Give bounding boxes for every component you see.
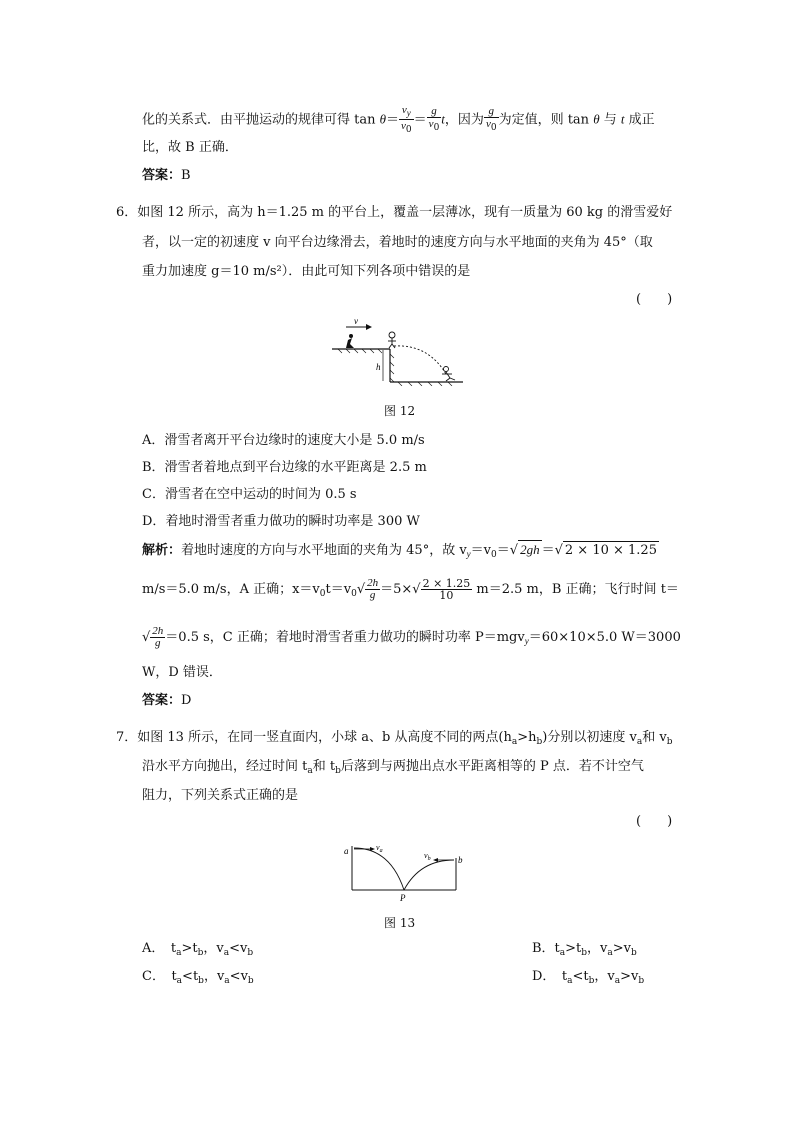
answer-line: 答案：B [142,168,191,183]
fraction: $\frac{g}{v_0}$ [428,105,440,133]
solution-line: m/s＝5.0 m/s，A 正确；$x=v_0t=v_0√$ $\frac{2h}{g}$ ＝5×√ $\frac{2 \times 1.25}{10}$ m＝2.5 m，B 正确；飞行时间 t＝ [142,577,679,602]
question-7-line-3: 阻力，下列关系式正确的是 [142,788,299,803]
answer-bracket: ( ) [636,292,673,307]
question-6-line-1: 6．如图 12 所示，高为 h＝1.25 m 的平台上，覆盖一层薄冰，现有一质量为 60 kg 的滑雪爱好 [116,205,673,220]
fig-a-label: a [344,846,349,856]
fig-v-label: v [354,316,358,326]
figure-13-caption: 图 13 [384,916,416,930]
solution-line: √ $\frac{2h}{g}$ ＝0.5 s，C 正确；着地时滑雪者重力做功的瞬时功率 P＝mgv$_y$＝60×10×5.0 W＝3000 [142,625,681,649]
figure-12-caption: 图 12 [384,404,416,418]
question-6-line-2: 者，以一定的初速度 v 向平台边缘滑去，着地时的速度方向与水平地面的夹角为 45°（取 [142,235,653,250]
fig-h-label: h [376,362,381,372]
solution-line: 解析：着地时速度的方向与水平地面的夹角为 45°，故 $v_y=v_0=√$ 2gh ＝√ 2 × 10 × 1.25 [142,542,657,560]
option-c: C．滑雪者在空中运动的时间为 0.5 s [142,487,357,502]
option-d: D．着地时滑雪者重力做功的瞬时功率是 300 W [142,514,420,529]
option-b: B．$t_a>t_b$，$v_a>v_b$ [532,941,637,958]
question-6-line-3: 重力加速度 g＝10 m/s²）．由此可知下列各项中错误的是 [142,264,471,279]
option-b: B．滑雪者着地点到平台边缘的水平距离是 2.5 m [142,460,427,475]
answer-line: 答案：D [142,693,192,708]
fig-vb-label: $v_b$ [424,851,431,862]
question-7-line-2: 沿水平方向抛出，经过时间 $t_a$和 $t_b$后落到与两抛出点水平距离相等的 P 点．若不计空气 [142,759,644,776]
solution-line: 比，故 B 正确． [142,140,238,155]
fig-b-label: b [458,855,463,865]
figure-12 [328,316,468,386]
option-a: A．滑雪者离开平台边缘时的速度大小是 5.0 m/s [142,433,425,448]
fraction: $\frac{g}{v_0}$ [485,105,497,133]
figure-13 [340,838,470,904]
fig-va-label: $v_a$ [376,843,383,854]
question-7-line-1: 7．如图 13 所示，在同一竖直面内，小球 a、b 从高度不同的两点$(h_a>h_b)$分别以初速度 $v_a$和 $v_b$ [116,730,673,747]
fig-p-label: P [400,893,406,903]
option-c: C． $t_a<t_b$，$v_a<v_b$ [142,969,254,986]
fraction: $\frac{v_y}{v_0}$ [401,104,412,135]
answer-bracket: ( ) [636,814,673,829]
option-d: D． $t_a<t_b$，$v_a>v_b$ [532,969,645,986]
solution-line: 化的关系式．由平抛运动的规律可得 tan θ＝ $\frac{v_y}{v_0}$ ＝ $\frac{g}{v_0}$ t，因为 $\frac{g}{v_0}$ 为定值，则 tan θ 与 t 成正 [142,104,655,135]
option-a: A． $t_a>t_b$，$v_a<v_b$ [142,941,254,958]
solution-line: W，D 错误． [142,665,222,680]
